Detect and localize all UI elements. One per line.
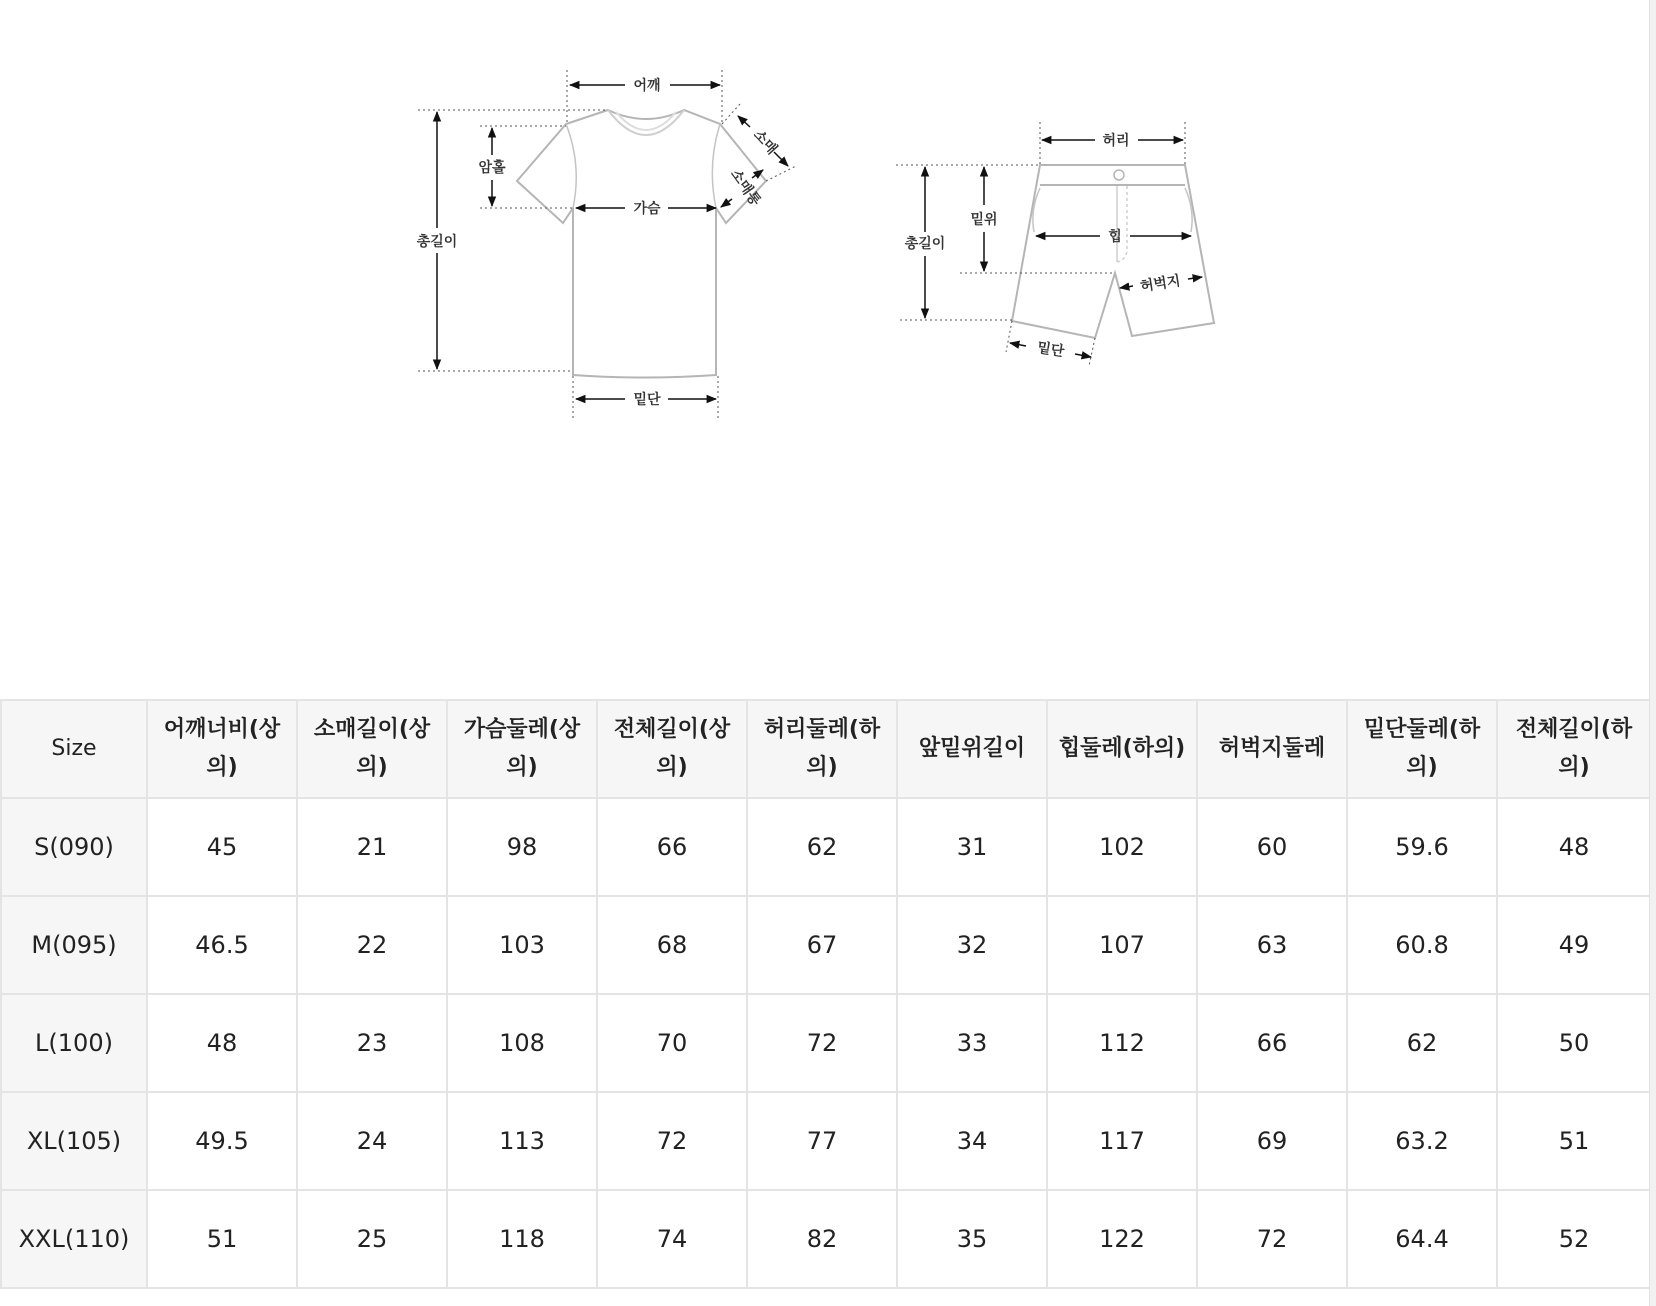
column-header-bottom-length: 전체길이(하 의) [1497, 700, 1651, 798]
tshirt-illustration [417, 70, 796, 418]
column-header-shoulder-width: 어깨너비(상 의) [147, 700, 297, 798]
table-cell: 108 [447, 994, 597, 1092]
label-bottom-hem: 밑단 [1036, 340, 1066, 361]
table-cell: 45 [147, 798, 297, 896]
table-row [1, 1092, 1651, 1190]
table-cell: 68 [597, 896, 747, 994]
label-chest: 가슴 [633, 201, 661, 217]
size-cell: XXL(110) [1, 1190, 147, 1288]
table-cell: 32 [897, 896, 1047, 994]
table-cell: 48 [1497, 798, 1651, 896]
table-cell: 102 [1047, 798, 1197, 896]
shorts-illustration [896, 122, 1214, 366]
label-armhole: 암홀 [478, 160, 506, 176]
label-sleeve: 소매 [749, 126, 780, 158]
size-cell: XL(105) [1, 1092, 147, 1190]
table-cell: 22 [297, 896, 447, 994]
table-cell: 118 [447, 1190, 597, 1288]
table-cell: 72 [1197, 1190, 1347, 1288]
table-cell: 33 [897, 994, 1047, 1092]
table-cell: 50 [1497, 994, 1651, 1092]
shorts-outline [1012, 165, 1214, 338]
label-top-hem: 밑단 [633, 392, 661, 408]
label-sleeve-width: 소매통 [727, 166, 764, 209]
size-cell: L(100) [1, 994, 147, 1092]
table-cell: 112 [1047, 994, 1197, 1092]
table-cell: 21 [297, 798, 447, 896]
size-chart [0, 699, 1650, 1289]
size-table [0, 699, 1652, 1289]
label-thigh: 허벅지 [1139, 272, 1182, 296]
table-cell: 31 [897, 798, 1047, 896]
label-top-total-length: 총길이 [416, 234, 458, 250]
table-cell: 63.2 [1347, 1092, 1497, 1190]
label-rise: 밑위 [970, 212, 998, 228]
table-row [1, 798, 1651, 896]
table-cell: 72 [597, 1092, 747, 1190]
table-cell: 51 [147, 1190, 297, 1288]
table-cell: 66 [597, 798, 747, 896]
table-cell: 77 [747, 1092, 897, 1190]
table-cell: 122 [1047, 1190, 1197, 1288]
table-cell: 98 [447, 798, 597, 896]
column-header-hem: 밑단둘레(하 의) [1347, 700, 1497, 798]
table-cell: 49.5 [147, 1092, 297, 1190]
column-header-size: Size [1, 700, 147, 798]
table-cell: 69 [1197, 1092, 1347, 1190]
table-cell: 60 [1197, 798, 1347, 896]
size-cell: M(095) [1, 896, 147, 994]
label-bottom-total-length: 총길이 [904, 236, 946, 252]
table-cell: 48 [147, 994, 297, 1092]
column-header-thigh: 허벅지둘레 [1197, 700, 1347, 798]
column-header-hip: 힙둘레(하의) [1047, 700, 1197, 798]
table-cell: 74 [597, 1190, 747, 1288]
table-cell: 103 [447, 896, 597, 994]
table-cell: 82 [747, 1190, 897, 1288]
table-cell: 46.5 [147, 896, 297, 994]
label-waist: 허리 [1102, 133, 1130, 149]
label-shoulder: 어깨 [633, 78, 661, 94]
table-cell: 25 [297, 1190, 447, 1288]
table-cell: 23 [297, 994, 447, 1092]
table-cell: 117 [1047, 1092, 1197, 1190]
table-header-row [1, 700, 1651, 798]
label-hip: 힙 [1108, 229, 1122, 245]
table-cell: 63 [1197, 896, 1347, 994]
table-cell: 70 [597, 994, 747, 1092]
table-row [1, 896, 1651, 994]
table-cell: 34 [897, 1092, 1047, 1190]
table-cell: 113 [447, 1092, 597, 1190]
table-cell: 107 [1047, 896, 1197, 994]
table-cell: 59.6 [1347, 798, 1497, 896]
table-row [1, 994, 1651, 1092]
tshirt-outline [517, 110, 766, 378]
table-cell: 49 [1497, 896, 1651, 994]
scrollbar-track[interactable] [1649, 0, 1656, 1306]
table-row [1, 1190, 1651, 1288]
table-cell: 35 [897, 1190, 1047, 1288]
size-cell: S(090) [1, 798, 147, 896]
column-header-chest: 가슴둘레(상 의) [447, 700, 597, 798]
table-cell: 24 [297, 1092, 447, 1190]
table-cell: 64.4 [1347, 1190, 1497, 1288]
table-cell: 52 [1497, 1190, 1651, 1288]
table-cell: 60.8 [1347, 896, 1497, 994]
column-header-sleeve-length: 소매길이(상 의) [297, 700, 447, 798]
table-cell: 67 [747, 896, 897, 994]
table-cell: 62 [1347, 994, 1497, 1092]
table-cell: 72 [747, 994, 897, 1092]
table-cell: 51 [1497, 1092, 1651, 1190]
table-cell: 62 [747, 798, 897, 896]
column-header-top-length: 전체길이(상 의) [597, 700, 747, 798]
column-header-front-rise: 앞밑위길이 [897, 700, 1047, 798]
column-header-waist: 허리둘레(하 의) [747, 700, 897, 798]
table-cell: 66 [1197, 994, 1347, 1092]
